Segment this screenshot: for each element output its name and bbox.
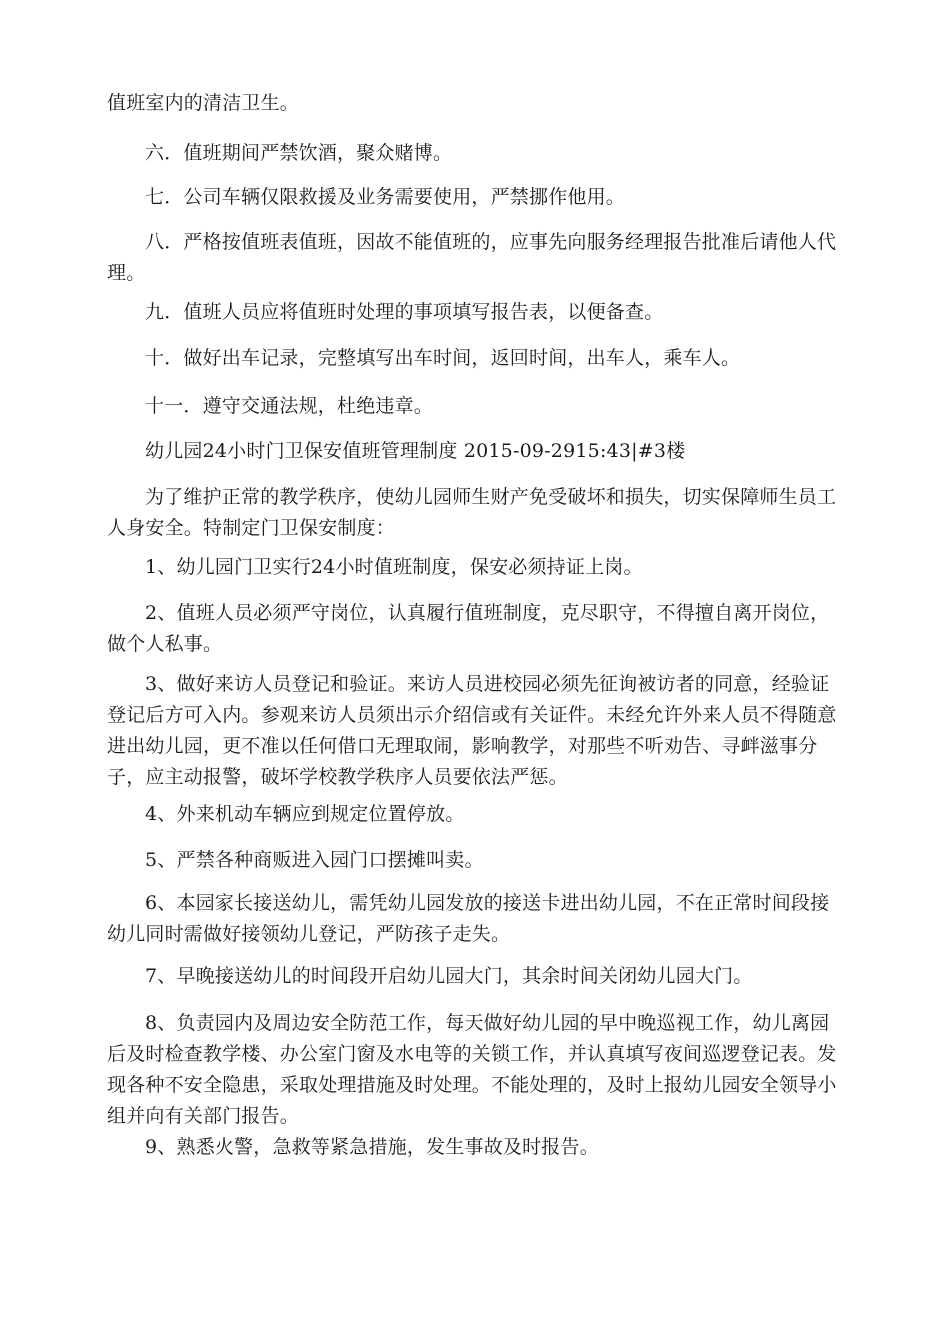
policy-item-9: 9、熟悉火警，急救等紧急措施，发生事故及时报告。 bbox=[145, 1136, 599, 1158]
rule-item-9: 九．值班人员应将值班时处理的事项填写报告表，以便备查。 bbox=[145, 301, 664, 323]
policy-item-7: 7、早晚接送幼儿的时间段开启幼儿园大门，其余时间关闭幼儿园大门。 bbox=[145, 965, 753, 987]
rule-item-7: 七．公司车辆仅限救援及业务需要使用，严禁挪作他用。 bbox=[145, 186, 626, 208]
policy-item-1: 1、幼儿园门卫实行24小时值班制度，保安必须持证上岗。 bbox=[145, 556, 643, 578]
policy-item-3: 3、做好来访人员登记和验证。来访人员进校园必须先征询被访者的同意，经验证登记后方可入内。参观来访人员须出示介绍信或有关证件。未经允许外来人员不得随意进出幼儿园，更不准以任何借口无理取闹，影响教学，对那些不听劝告、寻衅滋事分子，应主动报警，破坏学校教学秩序人员要依法严惩。 bbox=[107, 673, 837, 788]
rule-item-6: 六．值班期间严禁饮酒，聚众赌博。 bbox=[145, 142, 453, 164]
rule-item-10: 十．做好出车记录，完整填写出车时间，返回时间，出车人，乘车人。 bbox=[145, 347, 741, 369]
policy-item-4: 4、外来机动车辆应到规定位置停放。 bbox=[145, 803, 465, 825]
rule-item-8: 八．严格按值班表值班，因故不能值班的，应事先向服务经理报告批准后请他人代理。 bbox=[107, 231, 837, 284]
rule-item-11: 十一．遵守交通法规，杜绝违章。 bbox=[145, 395, 434, 417]
policy-item-6: 6、本园家长接送幼儿，需凭幼儿园发放的接送卡进出幼儿园，不在正常时间段接幼儿同时需做好接领幼儿登记，严防孩子走失。 bbox=[107, 892, 830, 945]
policy-item-8: 8、负责园内及周边安全防范工作，每天做好幼儿园的早中晚巡视工作，幼儿离园后及时检查教学楼、办公室门窗及水电等的关锁工作，并认真填写夜间巡逻登记表。发现各种不安全隐患，采取处理措施及时处理。不能处理的，及时上报幼儿园安全领导小组并向有关部门报告。 bbox=[107, 1012, 837, 1127]
section-heading: 幼儿园24小时门卫保安值班管理制度 2015-09-2915:43|#3楼 bbox=[145, 440, 686, 462]
policy-item-5: 5、严禁各种商贩进入园门口摆摊叫卖。 bbox=[145, 849, 484, 871]
intro-paragraph: 为了维护正常的教学秩序，使幼儿园师生财产免受破坏和损失，切实保障师生员工人身安全。特制定门卫保安制度： bbox=[107, 486, 837, 539]
paragraph-continuation: 值班室内的清洁卫生。 bbox=[107, 92, 300, 114]
policy-item-2: 2、值班人员必须严守岗位，认真履行值班制度，克尽职守，不得擅自离开岗位，做个人私事。 bbox=[107, 602, 830, 655]
